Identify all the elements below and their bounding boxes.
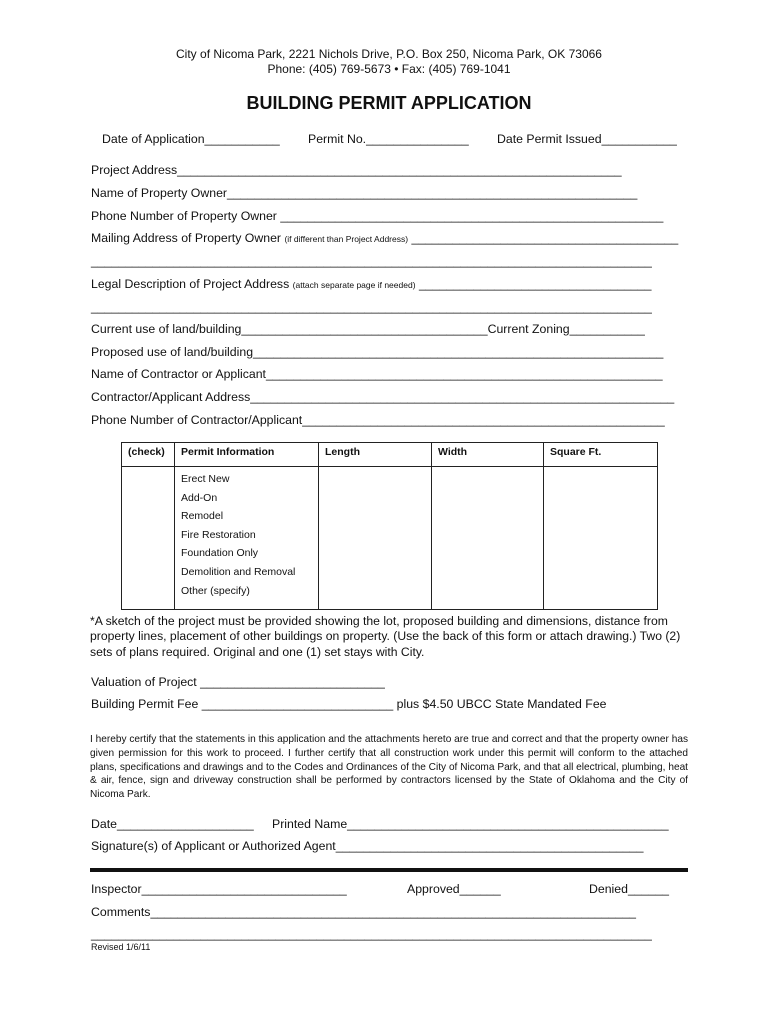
denied-field[interactable]: Denied______ bbox=[589, 882, 670, 896]
current-use-field[interactable]: Current use of land/building____________________________________Current Zoning___________ bbox=[91, 322, 645, 336]
permit-type-remodel: Remodel bbox=[181, 510, 224, 523]
proposed-use-field[interactable]: Proposed use of land/building____________________________________________________________ bbox=[91, 345, 664, 359]
mailing-address-blank: _______________________________________ bbox=[411, 231, 679, 245]
date-permit-issued-field[interactable]: Date Permit Issued___________ bbox=[497, 132, 677, 146]
table-body-row bbox=[122, 467, 658, 610]
permit-information-table bbox=[121, 442, 658, 610]
column-header-square-ft: Square Ft. bbox=[544, 443, 658, 467]
form-title: BUILDING PERMIT APPLICATION bbox=[246, 93, 532, 113]
permit-no-field[interactable]: Permit No._______________ bbox=[308, 132, 469, 146]
permit-type-add-on: Add-On bbox=[181, 491, 218, 504]
revision-date: Revised 1/6/11 bbox=[91, 942, 151, 952]
permit-type-other: Other (specify) bbox=[181, 584, 250, 597]
applicant-signature-field[interactable]: Signature(s) of Applicant or Authorized Agent_____________________________________________ bbox=[91, 839, 644, 853]
square-ft-column[interactable] bbox=[544, 467, 658, 610]
column-header-length: Length bbox=[319, 443, 432, 467]
mailing-address-note: (if different than Project Address) bbox=[284, 234, 409, 244]
permit-type-demolition: Demolition and Removal bbox=[181, 565, 296, 578]
mailing-address-label: Mailing Address of Property Owner bbox=[91, 231, 282, 245]
printed-name-field[interactable]: Printed Name_______________________________________________ bbox=[272, 817, 669, 831]
permit-type-fire-restoration: Fire Restoration bbox=[181, 528, 256, 541]
date-of-application-field[interactable]: Date of Application___________ bbox=[102, 132, 280, 146]
permit-types-list bbox=[175, 467, 319, 610]
contractor-address-field[interactable]: Contractor/Applicant Address______________________________________________________________ bbox=[91, 390, 675, 404]
contractor-phone-field[interactable]: Phone Number of Contractor/Applicant_____________________________________________________ bbox=[91, 413, 665, 427]
length-column[interactable] bbox=[319, 467, 432, 610]
permit-type-foundation-only: Foundation Only bbox=[181, 547, 259, 560]
legal-description-note: (attach separate page if needed) bbox=[292, 280, 416, 290]
mailing-address-field[interactable] bbox=[91, 231, 678, 245]
column-header-width: Width bbox=[432, 443, 544, 467]
comments-field[interactable]: Comments_______________________________________________________________________ bbox=[91, 905, 637, 919]
inspector-field[interactable]: Inspector______________________________ bbox=[91, 882, 347, 896]
width-column[interactable] bbox=[432, 467, 544, 610]
mailing-address-line2[interactable]: __________________________________________________________________________________ bbox=[91, 254, 652, 268]
legal-description-line2[interactable]: __________________________________________________________________________________ bbox=[91, 300, 652, 314]
property-owner-field[interactable]: Name of Property Owner____________________________________________________________ bbox=[91, 186, 638, 200]
legal-description-label: Legal Description of Project Address bbox=[91, 277, 290, 291]
comments-line2[interactable]: __________________________________________________________________________________ bbox=[91, 927, 652, 941]
city-phone-line: Phone: (405) 769-5673 • Fax: (405) 769-1041 bbox=[267, 62, 511, 76]
column-header-check: (check) bbox=[122, 443, 175, 467]
legal-description-blank: __________________________________ bbox=[418, 277, 652, 291]
approved-field[interactable]: Approved______ bbox=[407, 882, 501, 896]
owner-phone-field[interactable]: Phone Number of Property Owner ________________________________________________________ bbox=[91, 209, 664, 223]
permit-type-erect-new: Erect New bbox=[181, 473, 230, 485]
city-address-line: City of Nicoma Park, 2221 Nichols Drive, P.O. Box 250, Nicoma Park, OK 73066 bbox=[176, 47, 602, 61]
check-column[interactable] bbox=[122, 467, 175, 610]
permit-fee-field[interactable] bbox=[91, 697, 607, 711]
table-header-row bbox=[122, 443, 658, 467]
legal-description-field[interactable] bbox=[91, 277, 651, 291]
contractor-name-field[interactable]: Name of Contractor or Applicant__________________________________________________________ bbox=[91, 367, 663, 381]
column-header-permit-information: Permit Information bbox=[175, 443, 319, 467]
certification-statement: I hereby certify that the statements in this application and the attachments hereto are true and correct and that the property owner has given permission for this work to proceed. I further certify that all construction work under this permit will conform to the attached plans, specifications and drawings and to the Codes and Ordinances of the City of Nicoma Park, and that all electrical, plumbing, heat & air, fence, sign and driveway construction shall be performed by contractors licensed by the State of Oklahoma and the City of Nicoma Park. bbox=[90, 734, 688, 801]
sketch-note: *A sketch of the project must be provided showing the lot, proposed building and dimensions, distance from property lines, placement of other buildings on property. (Use the back of this form or attach drawing.) Two (2) sets of plans required. Original and one (1) set stays with City. bbox=[90, 614, 681, 659]
permit-fee-label: Building Permit Fee ____________________________ bbox=[91, 697, 394, 711]
valuation-field[interactable]: Valuation of Project ___________________________ bbox=[91, 675, 385, 689]
project-address-field[interactable]: Project Address_________________________________________________________________ bbox=[91, 163, 622, 177]
permit-fee-note: plus $4.50 UBCC State Mandated Fee bbox=[396, 697, 607, 711]
section-divider bbox=[90, 868, 688, 872]
signature-date-field[interactable]: Date____________________ bbox=[91, 817, 254, 831]
